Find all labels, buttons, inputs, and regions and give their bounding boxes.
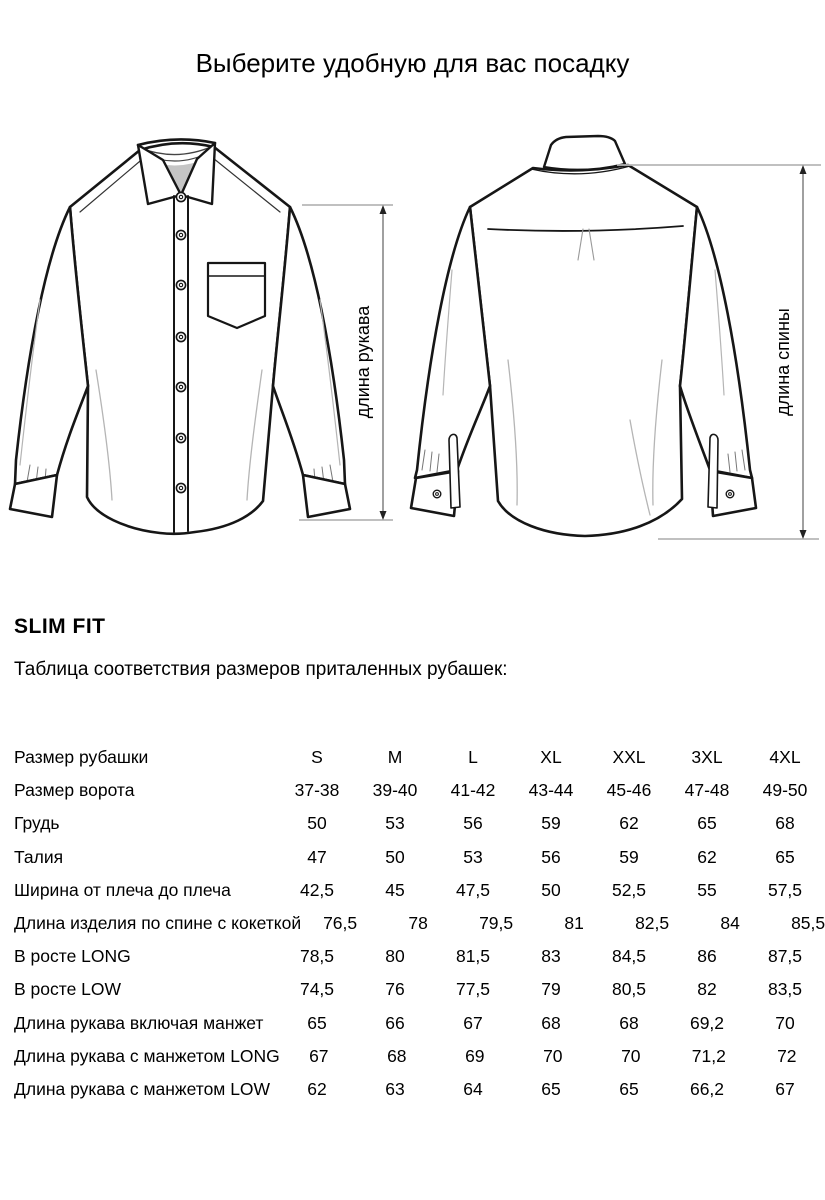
table-row [14,841,824,874]
back-body [470,165,697,536]
cell-value: 81,5 [455,946,491,967]
cell-value: XXL [612,747,646,768]
cell-value: 79,5 [479,913,514,934]
cell-value: 68 [387,1045,407,1066]
cell-value: 50 [307,813,327,834]
row-label: Размер ворота [14,780,135,801]
cell-value: 4XL [769,747,801,768]
cell-value: 65 [775,846,795,867]
size-table [14,741,824,1106]
back-collar [544,136,625,170]
cell-value: 70 [775,1012,795,1033]
cell-value: 87,5 [767,946,803,967]
cell-value: 45-46 [606,780,652,801]
cell-value: S [311,747,323,768]
cell-value: 65 [697,813,717,834]
cell-value: 56 [541,846,561,867]
cell-value: 76,5 [323,913,358,934]
cell-value: 53 [385,813,405,834]
cell-value: 50 [541,879,561,900]
shirt-diagrams [0,120,825,570]
table-row [14,1007,824,1040]
cell-value: 45 [385,879,405,900]
cell-value: 77,5 [455,979,491,1000]
cell-value: 64 [463,1078,483,1099]
row-label: В росте LONG [14,946,131,967]
sleeve-length-label: длина рукава [353,305,373,419]
cell-value: 78,5 [299,946,335,967]
cell-value: 3XL [691,747,723,768]
row-label: Длина рукава с манжетом LONG [14,1045,280,1066]
cell-value: 65 [541,1078,561,1099]
cell-value: 82,5 [635,913,670,934]
table-row [14,1073,824,1106]
cell-value: 63 [385,1078,405,1099]
cell-value: 62 [619,813,639,834]
shirt-back-drawing [411,136,756,536]
row-label: Талия [14,846,64,867]
cell-value: 80,5 [611,979,647,1000]
cell-value: 67 [463,1012,483,1033]
back-length-label: длина спины [773,308,793,416]
cell-value: 69 [465,1045,485,1066]
cell-value: 81 [564,913,584,934]
table-header-row [14,741,824,774]
cell-value: 62 [307,1078,327,1099]
cell-value: 47 [307,846,327,867]
cell-value: 71,2 [691,1045,726,1066]
cell-value: 55 [697,879,717,900]
table-row [14,973,824,1006]
cell-value: M [387,747,403,768]
cell-value: 56 [463,813,483,834]
shirt-front-drawing [10,139,350,533]
cell-value: 84,5 [611,946,647,967]
table-subtitle: Таблица соответствия размеров приталенных рубашек: [14,659,508,680]
cell-value: 39-40 [372,780,418,801]
cell-value: 70 [621,1045,641,1066]
cell-value: 85,5 [791,913,825,934]
chest-pocket [208,263,265,328]
cell-value: XL [540,747,562,768]
table-row [14,940,824,973]
cell-value: 79 [541,979,561,1000]
arrow-down-icon [380,511,387,520]
cell-value: 68 [541,1012,561,1033]
cell-value: 83 [541,946,561,967]
cell-value: 74,5 [299,979,335,1000]
cell-value: 37-38 [294,780,340,801]
cell-value: 52,5 [611,879,647,900]
row-label: Ширина от плеча до плеча [14,879,231,900]
row-label: Размер рубашки [14,747,149,768]
table-row [14,907,824,940]
arrow-up-icon [380,205,387,214]
cell-value: 67 [775,1078,795,1099]
table-row [14,774,824,807]
back-right-sleeve-placket [708,434,718,508]
cell-value: 78 [408,913,428,934]
cell-value: 43-44 [528,780,574,801]
cell-value: 70 [543,1045,563,1066]
row-label: Длина изделия по спине с кокеткой [14,913,302,934]
cell-value: 65 [307,1012,327,1033]
cell-value: 62 [697,846,717,867]
cell-value: 66,2 [689,1078,725,1099]
cell-value: 82 [697,979,717,1000]
cell-value: 66 [385,1012,405,1033]
arrow-up-icon [800,165,807,174]
table-row [14,874,824,907]
row-label: Длина рукава включая манжет [14,1012,264,1033]
cell-value: 59 [541,813,561,834]
cell-value: 76 [385,979,405,1000]
cell-value: 41-42 [450,780,496,801]
cell-value: 67 [309,1045,329,1066]
cell-value: 59 [619,846,639,867]
page-title: Выберите удобную для вас посадку [195,48,630,78]
fit-heading: SLIM FIT [14,615,106,638]
cell-value: 84 [720,913,740,934]
cell-value: L [468,747,478,768]
cell-value: 68 [619,1012,639,1033]
cell-value: 47,5 [455,879,491,900]
cell-value: 68 [775,813,795,834]
row-label: Грудь [14,813,60,834]
cell-value: 86 [697,946,717,967]
cell-value: 42,5 [299,879,335,900]
cell-value: 57,5 [767,879,803,900]
cell-value: 53 [463,846,483,867]
row-label: Длина рукава с манжетом LOW [14,1078,271,1099]
cell-value: 65 [619,1078,639,1099]
cell-value: 49-50 [762,780,808,801]
cell-value: 80 [385,946,405,967]
cell-value: 83,5 [767,979,803,1000]
cell-value: 47-48 [684,780,730,801]
arrow-down-icon [800,530,807,539]
table-row [14,807,824,840]
cell-value: 69,2 [689,1012,725,1033]
cell-value: 50 [385,846,405,867]
table-row [14,1040,824,1073]
row-label: В росте LOW [14,979,122,1000]
cell-value: 72 [777,1045,797,1066]
